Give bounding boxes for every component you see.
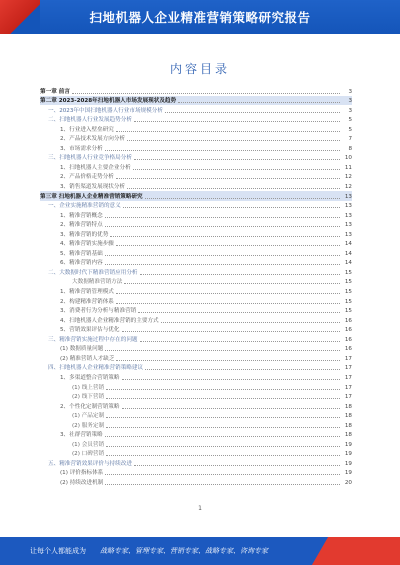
toc-entry-label: 4、扫地机器人企业精准营销的主要方式 (60, 317, 159, 324)
toc-entry[interactable] (40, 315, 352, 325)
toc-entry-label: 三、扫地机器人行业竞争格局分析 (48, 155, 132, 162)
toc-entry[interactable] (40, 229, 352, 239)
toc-entry[interactable] (40, 162, 352, 172)
toc-entry-label: 2、产品价格走势分析 (60, 174, 114, 181)
toc-entry-label: 3、市场需求分析 (60, 145, 103, 152)
toc-entry[interactable] (40, 124, 352, 134)
toc-entry-page: 3 (348, 88, 352, 95)
toc-entry-label: 1、精准营销管理模式 (60, 289, 114, 296)
toc-entry-page: 20 (344, 479, 352, 486)
toc-leader-dots (116, 131, 340, 132)
toc-leader-dots (105, 255, 340, 256)
toc-leader-dots (105, 264, 340, 265)
toc-entry-label: 3、精准营销的优势 (60, 231, 109, 238)
toc-entry-label: (1) 线上营销 (72, 384, 105, 391)
toc-entry-label: 二、大数据时代下精准营销应用分析 (48, 269, 138, 276)
toc-entry-page: 19 (344, 441, 352, 448)
toc-heading: 内容目录 (169, 62, 230, 76)
toc-entry[interactable] (40, 420, 352, 430)
toc-leader-dots (116, 360, 340, 361)
toc-entry-label: 2、精准营销特点 (60, 222, 103, 229)
toc-entry[interactable] (40, 392, 352, 402)
toc-entry-page: 17 (344, 365, 352, 372)
toc-entry-label: 1、多渠道整合营销策略 (60, 374, 120, 381)
toc-entry[interactable] (40, 201, 352, 211)
toc-entry[interactable] (40, 181, 352, 191)
toc-entry-page: 5 (348, 117, 352, 124)
toc-entry-page: 3 (348, 107, 352, 114)
page-number: 1 (198, 505, 202, 512)
toc-entry-label: 二、扫地机器人行业发展趋势分析 (48, 117, 132, 124)
toc-entry-page: 15 (344, 298, 352, 305)
toc-leader-dots (122, 331, 341, 332)
toc-entry-page: 15 (344, 289, 352, 296)
toc-entry-label: 第一章 前言 (40, 88, 70, 95)
toc-entry-page: 14 (344, 250, 352, 257)
toc-leader-dots (140, 341, 340, 342)
footer-slogan: 战略专家、管理专家、营销专家、战略专家、咨询专家 (100, 547, 268, 555)
toc-leader-dots (105, 436, 340, 437)
footer-accent (312, 537, 400, 565)
toc-entry-page: 19 (344, 470, 352, 477)
toc-leader-dots (122, 408, 341, 409)
toc-entry[interactable] (40, 258, 352, 268)
toc-entry[interactable] (40, 334, 352, 344)
toc-leader-dots (134, 465, 340, 466)
toc-entry[interactable] (40, 363, 352, 373)
toc-entry-page: 16 (344, 327, 352, 334)
toc-entry-page: 13 (344, 212, 352, 219)
toc-entry-page: 13 (344, 231, 352, 238)
toc-leader-dots (133, 169, 340, 170)
toc-entry[interactable] (40, 458, 352, 468)
toc-entry[interactable] (40, 372, 352, 382)
toc-entry-label: 5、营销效果评估与优化 (60, 327, 120, 334)
toc-leader-dots (116, 293, 340, 294)
toc-leader-dots (134, 121, 340, 122)
toc-entry-label: 3、销售渠道发展现状分析 (60, 184, 126, 191)
toc-entry[interactable] (40, 172, 352, 182)
toc-entry[interactable] (40, 134, 352, 144)
toc-entry-label: 1、精准营销概念 (60, 212, 103, 219)
toc-entry-label: (2) 服务定制 (72, 422, 105, 429)
toc-entry-page: 16 (344, 346, 352, 353)
toc-leader-dots (140, 274, 340, 275)
toc-entry-page: 13 (344, 222, 352, 229)
toc-leader-dots (106, 427, 340, 428)
toc-leader-dots (106, 398, 340, 399)
toc-entry[interactable] (40, 143, 352, 153)
toc-entry[interactable] (40, 296, 352, 306)
toc-entry-page: 18 (344, 432, 352, 439)
toc-leader-dots (165, 112, 340, 113)
toc-entry-label: 五、精准营销效果评价与持续改进 (48, 460, 132, 467)
toc-leader-dots (105, 474, 340, 475)
toc-entry-page: 12 (344, 174, 352, 181)
toc-leader-dots (122, 379, 341, 380)
toc-entry-page: 15 (344, 279, 352, 286)
toc-entry[interactable] (40, 353, 352, 363)
toc-leader-dots (178, 102, 340, 103)
toc-entry-label: 一、2023年中国扫地机器人行业市场规模分析 (48, 107, 163, 114)
toc-leader-dots (105, 226, 340, 227)
toc-entry-label: 2、个性化定制营销策略 (60, 403, 120, 410)
toc-entry[interactable] (40, 325, 352, 335)
toc-entry-label: (1) 产品定制 (72, 413, 105, 420)
toc-entry[interactable] (40, 439, 352, 449)
toc-entry[interactable] (40, 277, 352, 287)
footer-tagline: 让每个人都能成为 (30, 547, 86, 555)
toc-entry-page: 11 (344, 164, 352, 171)
toc-entry[interactable] (40, 468, 352, 478)
toc-entry-page: 7 (348, 136, 352, 143)
toc-entry-label: 2、构建精准营销体系 (60, 298, 114, 305)
toc-entry-label: 第二章 2023-2028年扫地机器人市场发展现状及趋势 (40, 98, 177, 105)
toc-entry[interactable] (40, 153, 352, 163)
toc-entry-label: 一、企业实施精准营销的意义 (48, 203, 121, 210)
toc-entry-page: 19 (344, 451, 352, 458)
toc-entry-label: 4、精准营销实施步骤 (60, 241, 114, 248)
toc-leader-dots (72, 93, 340, 94)
toc-leader-dots (124, 283, 340, 284)
toc-entry[interactable] (40, 115, 352, 125)
toc-entry-label: 3、社群营销策略 (60, 432, 103, 439)
toc-leader-dots (106, 455, 340, 456)
toc-entry-page: 3 (348, 98, 352, 105)
toc-entry-label: 三、精准营销实施过程中存在的问题 (48, 336, 138, 343)
toc-entry[interactable] (40, 248, 352, 258)
toc-leader-dots (145, 198, 340, 199)
toc-leader-dots (106, 389, 340, 390)
toc-leader-dots (105, 150, 340, 151)
toc-entry-page: 13 (344, 193, 352, 200)
toc-entry[interactable] (40, 267, 352, 277)
toc-entry-page: 8 (348, 145, 352, 152)
toc-entry-page: 18 (344, 413, 352, 420)
toc-leader-dots (110, 236, 340, 237)
toc-entry-label: 1、行业进入壁垒研究 (60, 126, 114, 133)
toc-entry[interactable] (40, 286, 352, 296)
toc-leader-dots (116, 303, 340, 304)
toc-entry-label: 第三章 扫地机器人企业精准营销策略研究 (40, 193, 143, 200)
toc-entry[interactable] (40, 96, 352, 106)
toc-entry-page: 16 (344, 336, 352, 343)
toc-entry-page: 10 (344, 155, 352, 162)
toc-entry-page: 18 (344, 403, 352, 410)
toc-entry[interactable] (40, 86, 352, 96)
toc-entry-label: (1) 评价指标体系 (60, 470, 104, 477)
toc-leader-dots (116, 178, 340, 179)
toc-entry-page: 17 (344, 394, 352, 401)
toc-leader-dots (106, 417, 340, 418)
toc-entry-label: 2、产品技术发展方向分析 (60, 136, 126, 143)
table-of-contents (40, 86, 352, 487)
toc-entry[interactable] (40, 344, 352, 354)
footer-text (30, 546, 268, 556)
toc-entry-page: 17 (344, 374, 352, 381)
toc-entry-page: 17 (344, 355, 352, 362)
toc-entry-label: 大数据精准营销方法 (72, 279, 123, 286)
toc-entry-page: 14 (344, 260, 352, 267)
toc-entry[interactable] (40, 449, 352, 459)
toc-entry[interactable] (40, 411, 352, 421)
toc-entry[interactable] (40, 401, 352, 411)
toc-leader-dots (106, 446, 340, 447)
toc-entry-label: (1) 数据质量问题 (60, 346, 104, 353)
footer-banner (0, 537, 400, 565)
toc-entry-label: (2) 持续改进机制 (60, 479, 104, 486)
toc-entry[interactable] (40, 239, 352, 249)
toc-entry[interactable] (40, 306, 352, 316)
toc-entry-page: 15 (344, 269, 352, 276)
toc-entry[interactable] (40, 191, 352, 201)
toc-entry-label: (2) 线下营销 (72, 394, 105, 401)
toc-entry[interactable] (40, 477, 352, 487)
toc-entry-label: 1、扫地机器人主要企业分析 (60, 164, 131, 171)
toc-entry-label: (2) 口碑营销 (72, 451, 105, 458)
toc-leader-dots (161, 322, 340, 323)
toc-leader-dots (105, 350, 340, 351)
toc-entry[interactable] (40, 220, 352, 230)
toc-leader-dots (134, 159, 340, 160)
toc-leader-dots (123, 207, 340, 208)
toc-leader-dots (116, 245, 340, 246)
toc-entry-label: 6、精准营销内容 (60, 260, 103, 267)
toc-leader-dots (105, 484, 340, 485)
toc-entry-page: 16 (344, 317, 352, 324)
toc-entry-page: 5 (348, 126, 352, 133)
toc-entry-label: (1) 会员营销 (72, 441, 105, 448)
toc-entry-page: 19 (344, 460, 352, 467)
toc-entry-label: 四、扫地机器人企业精准营销策略建议 (48, 365, 144, 372)
toc-entry-page: 17 (344, 384, 352, 391)
toc-entry-label: (2) 精准营销人才缺乏 (60, 355, 115, 362)
toc-leader-dots (138, 312, 340, 313)
report-title: 扫地机器人企业精准营销策略研究报告 (89, 10, 311, 25)
toc-leader-dots (145, 369, 340, 370)
toc-leader-dots (127, 188, 340, 189)
toc-leader-dots (127, 140, 340, 141)
header-banner (0, 0, 400, 34)
toc-entry[interactable] (40, 105, 352, 115)
toc-entry-label: 5、精准营销基础 (60, 250, 103, 257)
toc-entry-page: 12 (344, 184, 352, 191)
toc-entry[interactable] (40, 382, 352, 392)
toc-entry-page: 18 (344, 422, 352, 429)
toc-entry[interactable] (40, 430, 352, 440)
toc-leader-dots (105, 217, 340, 218)
toc-entry[interactable] (40, 210, 352, 220)
toc-entry-page: 15 (344, 308, 352, 315)
toc-entry-page: 13 (344, 203, 352, 210)
toc-entry-label: 3、消费者行为分析与精准营销 (60, 308, 137, 315)
toc-entry-page: 14 (344, 241, 352, 248)
